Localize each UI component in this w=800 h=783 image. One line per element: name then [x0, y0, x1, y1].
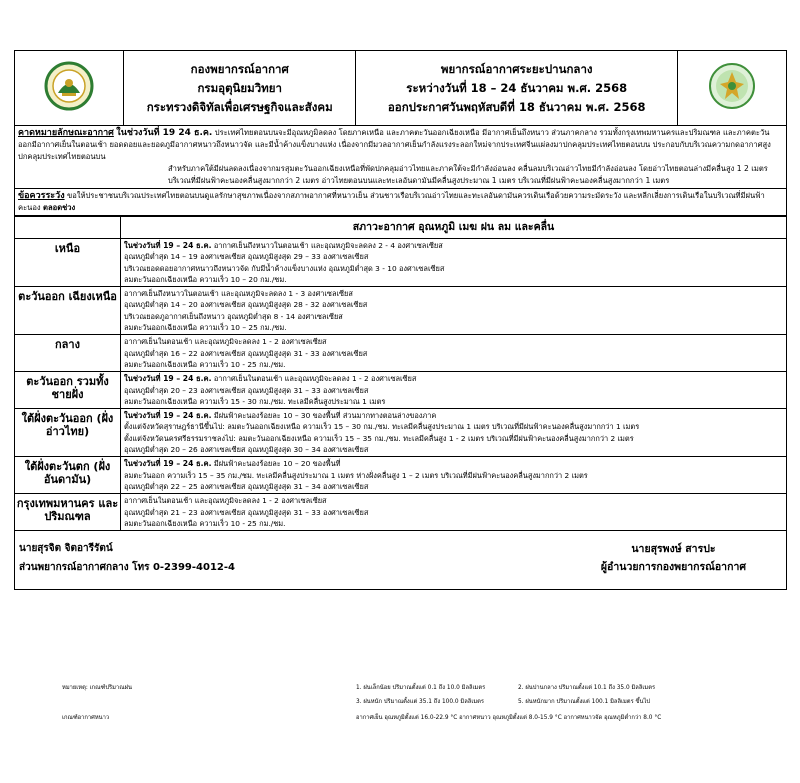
detail-text: ตั้งแต่จังหวัดนครศรีธรรมราชลงไป: ลมตะวันออกเฉียงเหนือ ความเร็ว 15 – 35 กม./ชม. ทะเลมีคลื่นสูง 1 - 2 เมตร บริเวณที่มีฝนฟ้าคะนองคลื่นสูงมากกว่า 2 เมตร [124, 433, 634, 443]
summary-date: ในช่วงวันที่ 19 24 ธ.ค. [116, 128, 213, 138]
region-name: ตะวันออก เฉียงเหนือ [15, 287, 121, 335]
region-row [15, 494, 787, 531]
rain-criteria-label: หมายเหตุ: เกณฑ์ปริมาณฝน [62, 685, 132, 691]
detail-text: บริเวณยอดภูอากาศเย็นถึงหนาว อุณหภูมิต่ำสุด 8 - 14 องศาเซลเซียส [124, 311, 343, 321]
detail-line [124, 433, 783, 444]
detail-text: อากาศเย็นถึงหนาวในตอนเช้า และอุณหภูมิจะลดลง 1 - 3 องศาเซลเซียส [124, 289, 353, 299]
region-name: เหนือ [15, 239, 121, 287]
issue-date: ออกประกาศวันพฤหัสบดีที่ 18 ธันวาคม พ.ศ. 2568 [387, 99, 646, 114]
region-detail [121, 335, 787, 372]
region-row [15, 372, 787, 409]
forecast-summary [14, 126, 787, 189]
detail-line [124, 263, 783, 274]
detail-text: มีฝนฟ้าคะนองร้อยละ 10 – 20 ของพื้นที่ [213, 459, 341, 469]
detail-line [124, 421, 783, 432]
forecast-period: ระหว่างวันที่ 18 – 24 ธันวาคม พ.ศ. 2568 [406, 80, 628, 95]
detail-line [124, 507, 783, 518]
cold-criteria-text: อากาศเย็น อุณหภูมิตั้งแต่ 16.0-22.9 °C อากาศหนาว อุณหภูมิตั้งแต่ 8.0-15.9 °C อากาศหนาวจัด อุณหภูมิต่ำกว่า 8.0 °C [356, 715, 662, 721]
detail-line [124, 311, 783, 322]
region-row [15, 457, 787, 494]
detail-text: ลมตะวันออกเฉียงเหนือ ความเร็ว 10 – 20 กม./ชม. [124, 274, 287, 284]
detail-text: ตั้งแต่จังหวัดสุราษฎร์ธานีขึ้นไป: ลมตะวันออกเฉียงเหนือ ความเร็ว 15 – 30 กม./ชม. ทะเลมีคลื่นสูงประมาณ 1 เมตร บริเวณที่มีฝนฟ้าคะนองคลื่นสูงมากกว่า 1 เมตร [124, 422, 640, 432]
detail-text: อุณหภูมิต่ำสุด 22 – 25 องศาเซลเซียส อุณหภูมิสูงสุด 31 – 34 องศาเซลเซียส [124, 481, 369, 491]
detail-line [124, 274, 783, 285]
region-detail [121, 239, 787, 287]
detail-line [124, 458, 783, 469]
detail-text: อากาศเย็นในตอนเช้า และอุณหภูมิจะลดลง 1 - 2 องศาเซลเซียส [124, 337, 327, 347]
summary-label: คาดหมายลักษณะอากาศ [18, 128, 114, 138]
detail-text: บริเวณยอดดอยอากาศหนาวถึงหนาวจัด กับมีน้ำค้างแข็งบางแห่ง อุณหภูมิต่ำสุด 3 - 10 องศาเซลเซียส [124, 263, 445, 273]
detail-text: ลมตะวันออกเฉียงเหนือ ความเร็ว 10 - 25 กม./ชม. [124, 359, 286, 369]
summary-paragraph [18, 127, 783, 163]
detail-line [124, 240, 783, 251]
signature-left [15, 531, 239, 589]
detail-text: อุณหภูมิต่ำสุด 14 – 19 องศาเซลเซียส อุณหภูมิสูงสุด 29 – 33 องศาเซลเซียส [124, 252, 369, 262]
detail-text: อุณหภูมิต่ำสุด 14 – 20 องศาเซลเซียส อุณหภูมิสูงสุด 28 - 32 องศาเซลเซียส [124, 300, 368, 310]
summary-text: ประเทศไทยตอนบนจะมีอุณหภูมิลดลง โดยภาคเหนือ และภาคตะวันออกเฉียงเหนือ มีอากาศเย็นถึงหนาว ส่วนภาคกลาง รวมทั้งกรุงเทพมหานครและปริมณฑล และภาคตะวันออกมีอากาศเย็นในตอนเช้า ยอดดอยและยอดภูมีอากาศหนาวถึงหนาวจัด และมีน้ำค้างแข็งบางแห่ง เนื่องจากมีมวลอากาศเย็นกำลังแรงระลอกใหม่จากประเทศจีนแผ่ลงมาปกคลุมประเทศไทยตอนบน ประกอบกับบริเวณความกดอากาศสูงปกคลุมประเทศไทยตอนบน [18, 128, 771, 161]
detail-date: ในช่วงวันที่ 19 – 24 ธ.ค. [124, 374, 212, 384]
detail-line [124, 444, 783, 455]
weather-table-title: สภาวะอากาศ อุณหภูมิ เมฆ ฝน ลม และคลื่น [121, 217, 787, 239]
detail-line [124, 288, 783, 299]
header-forecast-cell [356, 51, 678, 126]
header-org-cell [124, 51, 356, 126]
rain-criteria-1: 1. ฝนเล็กน้อย ปริมาณตั้งแต่ 0.1 ถึง 10.0 มิลลิเมตร [356, 685, 486, 691]
detail-line [124, 385, 783, 396]
weather-table [14, 216, 787, 531]
weather-table-corner [15, 217, 121, 239]
region-row [15, 335, 787, 372]
detail-text: ลมตะวันออกเฉียงเหนือ ความเร็ว 10 - 25 กม./ชม. [124, 518, 286, 528]
caution-label: ข้อควรระวัง [18, 191, 65, 201]
region-name: ใต้ฝั่งตะวันตก (ฝั่งอันดามัน) [15, 457, 121, 494]
detail-text: อุณหภูมิต่ำสุด 20 – 23 องศาเซลเซียส อุณหภูมิสูงสุด 31 – 33 องศาเซลเซียส [124, 385, 369, 395]
cold-criteria-label: เกณฑ์อากาศหนาว [62, 715, 110, 721]
detail-line [124, 359, 783, 370]
summary-paragraph-south: สำหรับภาคใต้มีฝนลดลงเนื่องจากมรสุมตะวันออกเฉียงเหนือที่พัดปกคลุมอ่าวไทยและภาคใต้จะมีกำลังอ่อนลง คลื่นลมบริเวณอ่าวไทยมีกำลังอ่อนลง โดยอ่าวไทยตอนล่างมีคลื่นสูง 1 2 เมตร บริเวณที่มีฝนฟ้าคะนองคลื่นสูงมากกว่า 2 เมตร อ่าวไทยตอนบนและทะเลอันดามันมีคลื่นสูงประมาณ 1 เมตร บริเวณที่มีฝนฟ้าคะนองคลื่นสูงมากกว่า 1 เมตร [168, 164, 768, 185]
caution-section [14, 189, 787, 216]
director-title: ผู้อำนวยการกองพยากรณ์อากาศ [600, 561, 746, 574]
signature-right [601, 531, 786, 589]
region-name: ตะวันออก รวมทั้งชายฝั่ง [15, 372, 121, 409]
region-row [15, 239, 787, 287]
detail-date: ในช่วงวันที่ 19 – 24 ธ.ค. [124, 459, 212, 469]
left-logo-cell [15, 51, 124, 126]
detail-line [124, 481, 783, 492]
detail-text: มีฝนฟ้าคะนองร้อยละ 10 – 30 ของพื้นที่ ส่วนมากทางตอนล่างของภาค [213, 411, 437, 421]
detail-line [124, 348, 783, 359]
region-name: ใต้ฝั่งตะวันออก (ฝั่งอ่าวไทย) [15, 409, 121, 457]
department-name: กรมอุตุนิยมวิทยา [197, 80, 282, 95]
detail-date: ในช่วงวันที่ 19 – 24 ธ.ค. [124, 411, 212, 421]
header [14, 50, 787, 126]
detail-line [124, 322, 783, 333]
forecaster-contact: ส่วนพยากรณ์อากาศกลาง โทร 0-2399-4012-4 [19, 562, 235, 574]
detail-line [124, 336, 783, 347]
region-detail [121, 457, 787, 494]
rain-criteria-2: 2. ฝนปานกลาง ปริมาณตั้งแต่ 10.1 ถึง 35.0 มิลลิเมตร [518, 685, 656, 691]
detail-text: ลมตะวันออกเฉียงเหนือ ความเร็ว 15 - 30 กม./ชม. ทะเลมีคลื่นสูงประมาณ 1 เมตร [124, 396, 386, 406]
detail-text: อากาศเย็นถึงหนาวในตอนเช้า และอุณหภูมิจะลดลง 2 - 4 องศาเซลเซียส [213, 241, 443, 250]
forecaster-name: นายสุรจิต จิตอารีรัตน์ [19, 543, 113, 555]
right-logo-cell [678, 51, 787, 126]
detail-text: อุณหภูมิต่ำสุด 16 – 22 องศาเซลเซียส อุณหภูมิสูงสุด 31 - 33 องศาเซลเซียส [124, 348, 368, 358]
region-name: กรุงเทพมหานคร และปริมณฑล [15, 494, 121, 531]
ministry-logo-icon [708, 62, 756, 110]
director-name: นายสุรพงษ์ สารปะ [631, 543, 716, 556]
detail-line [124, 299, 783, 310]
caution-emphasis: ตลอดช่วง [43, 203, 76, 212]
forecast-document [14, 50, 787, 590]
region-detail [121, 494, 787, 531]
detail-text: อุณหภูมิต่ำสุด 20 – 26 องศาเซลเซียส อุณหภูมิสูงสุด 30 – 34 องศาเซลเซียส [124, 445, 369, 455]
detail-date: ในช่วงวันที่ 19 – 24 ธ.ค. [124, 241, 212, 250]
forecast-title: พยากรณ์อากาศระยะปานกลาง [440, 61, 593, 76]
region-detail [121, 287, 787, 335]
region-name: กลาง [15, 335, 121, 372]
detail-line [124, 518, 783, 529]
ministry-name: กระทรวงดิจิทัลเพื่อเศรษฐกิจและสังคม [146, 99, 333, 114]
detail-line [124, 495, 783, 506]
region-row [15, 287, 787, 335]
signature-block [14, 531, 787, 590]
caution-text: ขอให้ประชาชนบริเวณประเทศไทยตอนบนดูแลรักษาสุขภาพเนื่องจากสภาพอากาศที่หนาวเย็น ส่วนชาวเรือบริเวณอ่าวไทยและทะเลอันดามันควรเดินเรือด้วยความระมัดระวัง และหลีกเลี่ยงการเดินเรือในบริเวณที่มีฝนฟ้าคะนอง [18, 191, 765, 212]
rain-criteria-3: 3. ฝนหนัก ปริมาณตั้งแต่ 35.1 ถึง 100.0 มิลลิเมตร [356, 699, 485, 705]
detail-text: อากาศเย็นในตอนเช้า และอุณหภูมิจะลดลง 1 - 2 องศาเซลเซียส [213, 374, 417, 384]
detail-text: อุณหภูมิต่ำสุด 21 – 23 องศาเซลเซียส อุณหภูมิสูงสุด 31 – 33 องศาเซลเซียส [124, 507, 369, 517]
detail-text: ลมตะวันออกเฉียงเหนือ ความเร็ว 10 – 25 กม./ชม. [124, 323, 287, 333]
detail-line [124, 251, 783, 262]
region-detail [121, 409, 787, 457]
detail-line [124, 396, 783, 407]
detail-text: อากาศเย็นในตอนเช้า และอุณหภูมิจะลดลง 1 - 2 องศาเซลเซียส [124, 496, 327, 506]
region-row [15, 409, 787, 457]
org-name: กองพยากรณ์อากาศ [190, 61, 289, 76]
rain-criteria-4: 5. ฝนหนักมาก ปริมาณตั้งแต่ 100.1 มิลลิเมตร ขึ้นไป [518, 699, 651, 705]
detail-line [124, 410, 783, 421]
region-detail [121, 372, 787, 409]
detail-line [124, 470, 783, 481]
detail-line [124, 373, 783, 384]
detail-text: ลมตะวันออก ความเร็ว 15 – 35 กม./ชม. ทะเลมีคลื่นสูงประมาณ 1 เมตร ห่างฝั่งคลื่นสูง 1 – 2 เมตร บริเวณที่มีฝนฟ้าคะนองคลื่นสูงมากกว่า 2 เมตร [124, 470, 588, 480]
tmd-logo-icon [44, 61, 94, 111]
